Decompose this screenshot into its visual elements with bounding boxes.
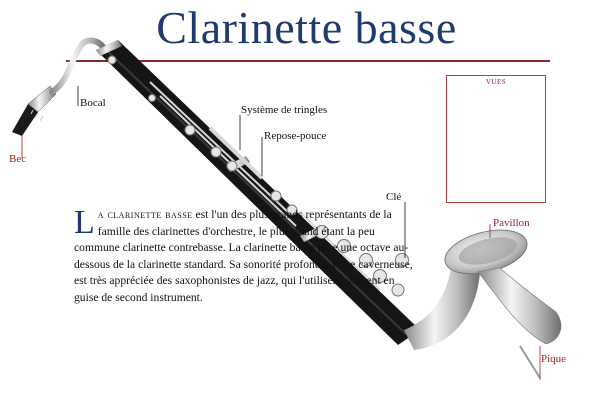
label-cle: Clé (386, 191, 402, 203)
label-bocal: Bocal (80, 97, 106, 109)
bell (404, 222, 561, 350)
description-paragraph (74, 204, 420, 307)
label-bec: Bec (9, 153, 27, 165)
views-inset-title: VUES (485, 78, 507, 86)
label-pique: Pique (541, 353, 567, 365)
bocal-neck (52, 41, 104, 92)
description-lead: a clarinette basse (97, 208, 193, 221)
label-pavillon: Pavillon (493, 217, 530, 229)
description-text: est l'un des plus grands représentants de la famille des clarinettes d'orchestre, le plus grand étant la peu commune clarinette contrebasse. La clarinette basse joue une octave au-dessous de la clarinette standard. Sa sonorité profonde, voire caverneuse, est très appréciée des saxophonistes de jazz, qui l'utilisent souvent en guise de second instrument. (74, 208, 413, 304)
label-systeme-de-tringles: Système de tringles (241, 104, 328, 116)
page-title: Clarinette basse (156, 2, 457, 53)
endpin (520, 346, 540, 378)
views-inset-box (446, 75, 546, 203)
label-repose-pouce: Repose-pouce (264, 130, 327, 142)
mouthpiece (12, 86, 56, 136)
drop-cap: L (74, 204, 95, 241)
